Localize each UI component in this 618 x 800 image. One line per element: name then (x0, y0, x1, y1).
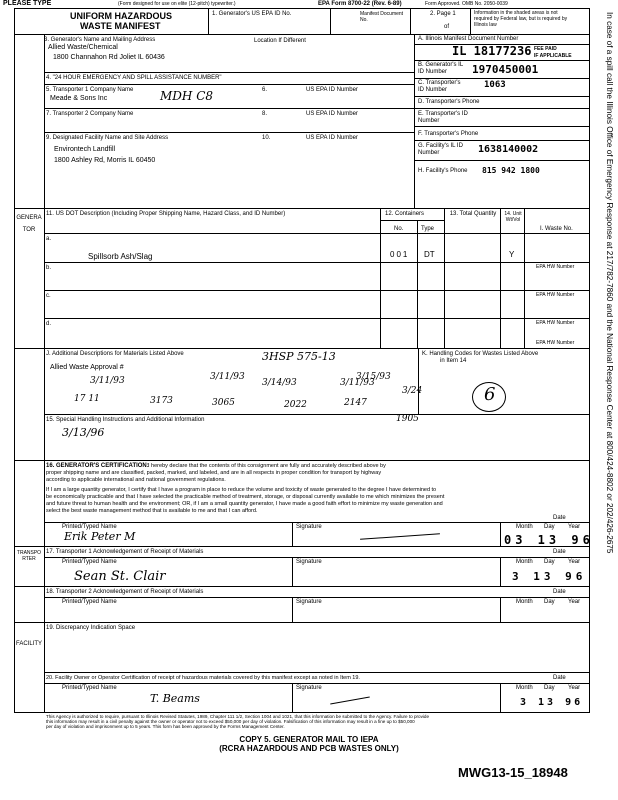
handling-codes-label: K. Handling Codes for Wastes Listed Above (422, 351, 539, 357)
t2-date-label: Date (553, 589, 566, 595)
cert-signature-label: Signature (296, 524, 322, 530)
generator-printed-name: Erik Peter M (64, 530, 136, 543)
if-applicable-label: IF APPLICABLE (534, 53, 572, 59)
copy-instruction-line2: (RCRA HAZARDOUS AND PCB WASTES ONLY) (219, 744, 399, 753)
facility-name: Environtech Landfill (54, 146, 116, 153)
item8-label: 8. (262, 111, 268, 117)
waste-no-header: I. Waste No. (540, 226, 573, 232)
certification-line4: If I am a large quantity generator, I certify that I have a program in place to reduce the volume and toxicity of waste generated to the degree I have determined to (46, 487, 437, 493)
t1-day-label: Day (544, 559, 555, 565)
cert-printed-name-label: Printed/Typed Name (62, 524, 117, 530)
row-a-letter: a. (46, 236, 52, 242)
field-f-label: F. Transporter's Phone (418, 131, 479, 137)
facility-phone: 815 942 1800 (482, 166, 540, 175)
transporter1-epa-label: US EPA ID Number (306, 87, 358, 93)
t1-printed-name-label: Printed/Typed Name (62, 559, 117, 565)
location-if-different-label: Location If Different (254, 38, 306, 44)
handwritten-number-1: 17 11 (74, 394, 100, 404)
t2-printed-name-label: Printed/Typed Name (62, 599, 117, 605)
row-d-letter: d. (46, 321, 52, 327)
fc-signature-label: Signature (296, 685, 322, 691)
additional-descriptions-label: J. Additional Descriptions for Materials Listed Above (46, 351, 184, 357)
transporter1-date-value: 3 13 96 (512, 570, 587, 583)
t1-signature-label: Signature (296, 559, 322, 565)
row-c-epa-hw-label: EPA HW Number (536, 320, 575, 326)
transporter1-handwritten-note: MDH C8 (160, 89, 214, 103)
row-b-letter: b. (46, 265, 52, 271)
info-note-line2: required by Federal law, but is required by (474, 16, 568, 22)
form-design-note: (Form designed for use on elite (12-pitch) typewriter.) (118, 1, 236, 7)
row-a-container-no: 001 (390, 250, 410, 259)
facility-epa-label: US EPA ID Number (306, 135, 358, 141)
transporter2-ack-label: 18. Transporter 2 Acknowledgement of Receipt of Materials (46, 589, 204, 595)
facility-name-label: 9. Designated Facility Name and Site Address (46, 135, 169, 141)
transporter1-name: Meade & Sons Inc (50, 95, 108, 102)
special-handling-value: 3/13/96 (62, 426, 105, 439)
row-a-epa-hw-label: EPA HW Number (536, 264, 575, 270)
row-b-epa-hw-label: EPA HW Number (536, 292, 575, 298)
t1-date-label: Date (553, 549, 566, 555)
certification-line7: select the best waste management method that is available to me and that I can afford. (46, 508, 258, 514)
handwritten-date-1: 3/11/93 (90, 376, 125, 386)
handwritten-date-2: 3/11/93 (210, 372, 245, 382)
handwritten-number-2: 3173 (150, 396, 173, 406)
item10-label: 10. (262, 135, 271, 141)
generator-name: Allied Waste/Chemical (48, 44, 118, 51)
field-d-label: D. Transporter's Phone (418, 99, 480, 105)
handwritten-number-3: 3065 (212, 398, 235, 408)
row-a-container-type: DT (424, 250, 435, 259)
total-quantity-header: 13. Total Quantity (449, 211, 497, 217)
row-d-epa-hw-label: EPA HW Number (536, 340, 575, 346)
t2-month-label: Month (516, 599, 533, 605)
spill-notice: In case of a spill call the Illinois Office of Emergency Response at 217/782-7860 and the National Response Center at 800/424-8802 or 202/426-2675 (605, 12, 614, 554)
handling-codes-sublabel: in Item 14 (440, 358, 467, 364)
agency-note-line2: this information may result in a civil penalty against the owner or operator not to exceed $50,000 per day of violation. Falsification of this information may result in a fine up to $50,000 (46, 719, 415, 724)
handwritten-date-5: 3/15/93 (356, 372, 391, 382)
field-g-label: G. Facility's IL ID Number (418, 143, 463, 156)
certification-line2: proper shipping name and are classified, packed, marked, and labeled, and are in all respects in proper condition for transport by highway (46, 470, 382, 476)
manifest-document-label: Manifest Document No. (360, 11, 404, 23)
form-title-line2: WASTE MANIFEST (80, 21, 161, 31)
item6-label: 6. (262, 87, 268, 93)
certification-line5: be economically practicable and that I have selected the practicable method of treatment, storage, or disposal currently available to me which minimizes the present (46, 494, 445, 500)
handwritten-date-4: 3/11/93 (340, 378, 375, 388)
side-label-transporter: TRANSPORTER (16, 550, 42, 562)
handwritten-number-4: 2022 (284, 400, 307, 410)
cert-year-label: Year (568, 524, 581, 530)
cert-date-label: Date (553, 515, 566, 521)
emergency-number-label: 4. "24 HOUR EMERGENCY AND SPILL ASSISTANCE NUMBER" (46, 75, 222, 81)
generator-certification-label: 16. GENERATOR'S CERTIFICATION: (46, 463, 149, 469)
t2-year-label: Year (568, 599, 581, 605)
field-c-label: C. Transporter's ID Number (418, 80, 461, 93)
agency-note-line3: per day of violation and imprisonment up to 5 years. This form has been approved by the Forms Management Center. (46, 724, 285, 729)
cert-month-label: Month (516, 524, 533, 530)
certification-line3: according to applicable international and national government regulations. (46, 477, 226, 483)
cert-day-label: Day (544, 524, 555, 530)
certification-line6: and future threat to human health and the environment; OR, if I am a small quantity generator, I have made a good faith effort to minimize my waste generation and (46, 501, 443, 507)
fc-year-label: Year (568, 685, 581, 691)
containers-header: 12. Containers (385, 211, 425, 217)
field-b-label: B. Generator's IL ID Number (418, 62, 463, 75)
fc-printed-name-label: Printed/Typed Name (62, 685, 117, 691)
info-note-line3: Illinois law (474, 22, 497, 28)
row-c-letter: c. (46, 293, 51, 299)
side-label-facility: FACILITY (16, 641, 42, 647)
handwritten-number-5: 2147 (344, 398, 367, 408)
discrepancy-label: 19. Discrepancy Indication Space (46, 625, 136, 631)
row-a-unit: Y (509, 250, 515, 259)
handwritten-circle-digit: 6 (484, 384, 496, 405)
handwritten-profile-number: 3HSP 575-13 (262, 350, 336, 363)
form-title-line1: UNIFORM HAZARDOUS (70, 11, 172, 21)
please-type-label: PLEASE TYPE (3, 0, 52, 7)
field-h-label: H. Facility's Phone (418, 168, 468, 174)
omb-number: Form Approved. OMB No. 2050-0039 (425, 1, 508, 7)
certification-line1: I hereby declare that the contents of this consignment are fully and accurately described above by (148, 463, 386, 469)
generator-epa-id-label: 1. Generator's US EPA ID No. (212, 11, 292, 17)
page-number-label: 2. Page 1 (430, 11, 456, 17)
illinois-manifest-number: IL 18177236 (452, 44, 532, 58)
dot-description-label: 11. US DOT Description (Including Proper Shipping Name, Hazard Class, and ID Number) (46, 211, 286, 217)
t1-month-label: Month (516, 559, 533, 565)
transporter2-epa-label: US EPA ID Number (306, 111, 358, 117)
special-handling-label: 15. Special Handling Instructions and Additional Information (46, 417, 205, 423)
generator-il-id: 1970450001 (472, 63, 539, 76)
generator-address: 1800 Channahon Rd Joliet IL 60436 (53, 54, 165, 61)
field-a-label: A. Illinois Manifest Document Number (418, 36, 519, 42)
additional-approval-label: Allied Waste Approval # (50, 364, 124, 371)
transporter-id: 1063 (484, 80, 506, 90)
facility-address: 1800 Ashley Rd, Morris IL 60450 (54, 157, 156, 164)
generator-name-address-label: 3. Generator's Name and Mailing Address (44, 37, 156, 43)
t2-day-label: Day (544, 599, 555, 605)
transporter1-printed-name: Sean St. Clair (74, 569, 166, 584)
transporter1-name-label: 5. Transporter 1 Company Name (46, 87, 134, 93)
handwritten-date-3: 3/14/93 (262, 378, 297, 388)
row-a-description: Spillsorb Ash/Slag (88, 252, 153, 261)
facility-printed-name: T. Beams (150, 692, 200, 705)
handwritten-number-6: 3/24 (402, 386, 423, 396)
field-e-label: E. Transporter's ID Number (418, 111, 468, 124)
info-note-line1: Information in the shaded areas is not (474, 10, 558, 16)
unit-header: 14. Unit Wt/Vol (504, 211, 522, 223)
fc-month-label: Month (516, 685, 533, 691)
t2-signature-label: Signature (296, 599, 322, 605)
fc-date-label: Date (553, 675, 566, 681)
page-of-label: of (444, 24, 450, 30)
containers-type-header: Type (421, 226, 435, 232)
fc-day-label: Day (544, 685, 555, 691)
document-id: MWG13-15_18948 (458, 765, 568, 780)
fee-paid-label: FEE PAID (534, 46, 557, 52)
handwritten-number-7: 1905 (396, 414, 419, 424)
agency-note-line1: This Agency is authorized to require, pursuant to Illinois Revised Statutes, 1989, Chapter 111 1/2, Section 1004 and 1021, that this information be submitted to the Agency. Failure to provide (46, 714, 430, 719)
facility-date-value: 3 13 96 (520, 697, 584, 708)
facility-cert-label: 20. Facility Owner or Operator Certification of receipt of hazardous materials covered by this manifest except as noted in Item 19. (46, 675, 360, 681)
transporter2-name-label: 7. Transporter 2 Company Name (46, 111, 134, 117)
transporter1-ack-label: 17. Transporter 1 Acknowledgement of Receipt of Materials (46, 549, 204, 555)
side-label-generator: GENERATOR (16, 215, 42, 233)
t1-year-label: Year (568, 559, 581, 565)
epa-form-number: EPA Form 8700-22 (Rev. 6-89) (318, 1, 402, 7)
facility-il-id: 1638140002 (478, 144, 539, 155)
copy-instruction-line1: COPY 5. GENERATOR MAIL TO IEPA (239, 735, 379, 744)
containers-no-header: No. (394, 226, 404, 232)
generator-date-value: 03 13 96 (504, 533, 594, 547)
